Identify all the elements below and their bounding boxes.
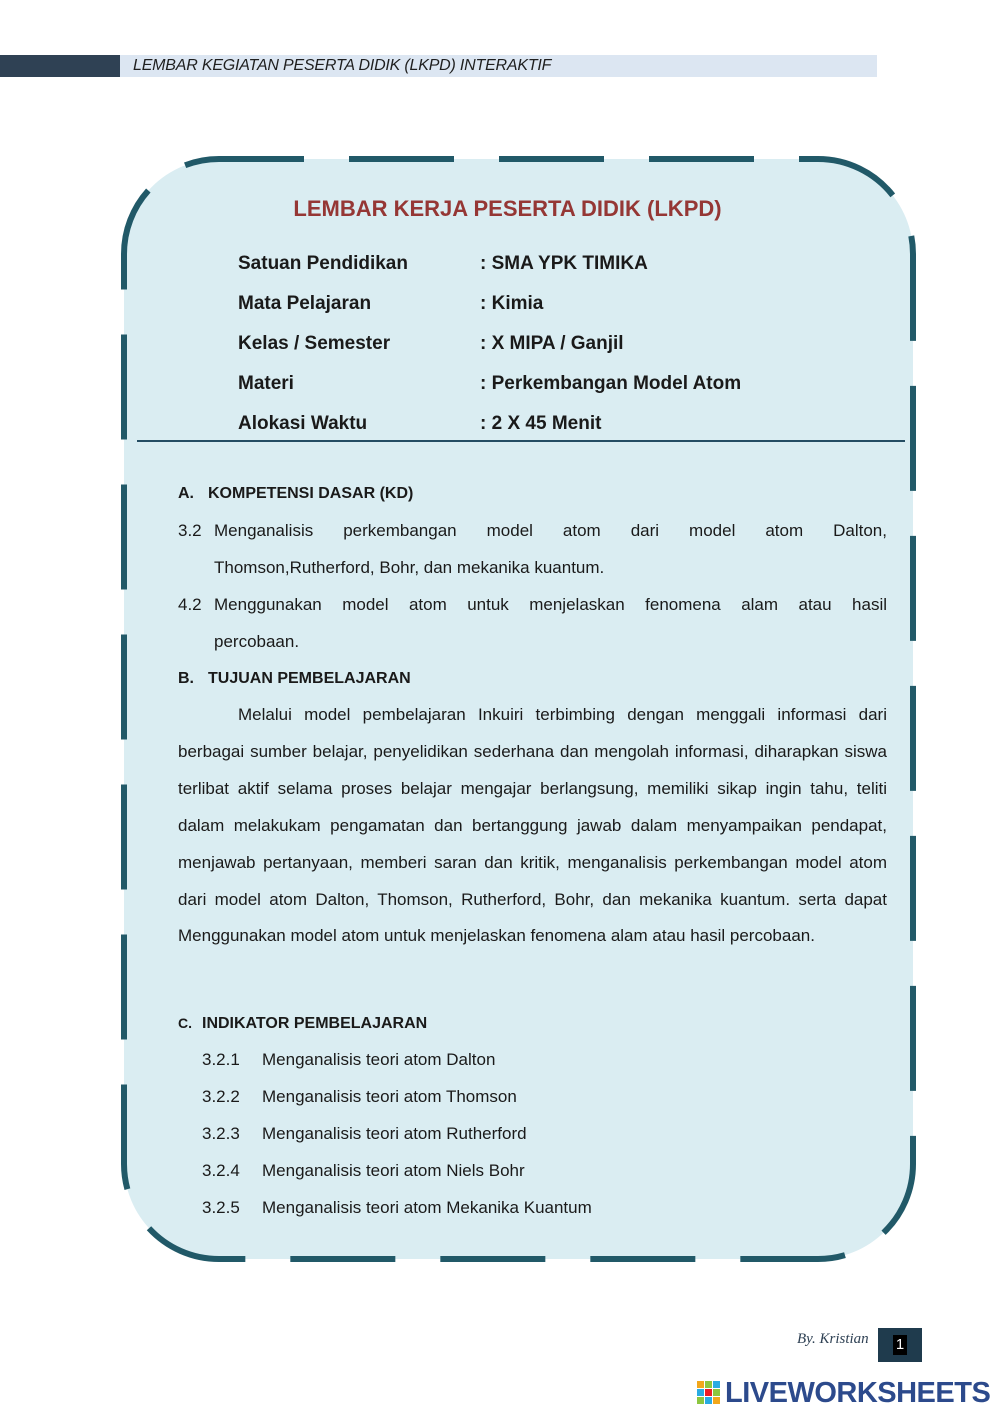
kd-text-line2: Thomson,Rutherford, Bohr, dan mekanika kuantum.: [214, 558, 605, 577]
indicator-number: 3.2.1: [202, 1050, 240, 1069]
indicator-number: 3.2.5: [202, 1198, 240, 1217]
section-c-heading: [178, 1015, 427, 1033]
kd-item: [178, 512, 887, 586]
section-letter: A.: [178, 485, 194, 502]
objective-text: Melalui model pembelajaran Inkuiri terbimbing dengan menggali informasi dari berbagai sumber belajar, penyelidikan sederhana dan mengolah informasi, diharapkan siswa terlibat aktif selama proses belajar mengajar berlangsung, memiliki sikap ingin tahu, teliti dalam melakukam pengamatan dan bertanggung jawab dalam menyampaikan pendapat, menjawab pertanyaan, memberi saran dan kritik, menganalisis perkembangan model atom dari model atom Dalton, Thomson, Rutherford, Bohr, dan mekanika kuantum. serta dapat Menggunakan model atom untuk menjelaskan fenomena alam atau hasil percobaan.: [178, 705, 887, 946]
header-title: LEMBAR KEGIATAN PESERTA DIDIK (LKPD) INTERAKTIF: [133, 57, 552, 74]
section-a-heading: [178, 485, 413, 503]
identity-label: Materi: [238, 373, 294, 394]
section-title: TUJUAN PEMBELAJARAN: [208, 670, 411, 687]
indicator-item: [202, 1198, 592, 1218]
identity-value: : SMA YPK TIMIKA: [480, 253, 648, 274]
section-title: KOMPETENSI DASAR (KD): [208, 485, 414, 502]
indicator-item: [202, 1161, 525, 1181]
indicator-text: Menganalisis teori atom Dalton: [262, 1050, 496, 1069]
indicator-text: Menganalisis teori atom Rutherford: [262, 1124, 527, 1143]
indicator-number: 3.2.4: [202, 1161, 240, 1180]
section-b-heading: [178, 670, 411, 688]
kd-text-line2: percobaan.: [214, 632, 300, 651]
identity-value: : X MIPA / Ganjil: [480, 333, 624, 354]
objective-paragraph: [178, 697, 887, 955]
identity-value: : 2 X 45 Menit: [480, 413, 602, 434]
section-letter: B.: [178, 670, 194, 687]
identity-label: Alokasi Waktu: [238, 413, 368, 434]
identity-label: Satuan Pendidikan: [238, 253, 408, 274]
divider: [137, 440, 905, 442]
kd-text-line1: Menganalisis perkembangan model atom dari model atom Dalton,: [214, 521, 887, 540]
indicator-text: Menganalisis teori atom Niels Bohr: [262, 1161, 525, 1180]
identity-value: : Perkembangan Model Atom: [480, 373, 742, 394]
indicator-item: [202, 1124, 527, 1144]
kd-number: 3.2: [178, 521, 202, 540]
indicator-text: Menganalisis teori atom Mekanika Kuantum: [262, 1198, 592, 1217]
section-title: INDIKATOR PEMBELAJARAN: [202, 1015, 428, 1032]
kd-item: [178, 586, 887, 660]
brand-name: LIVEWORKSHEETS: [725, 1377, 991, 1409]
kd-text-line1: Menggunakan model atom untuk menjelaskan fenomena alam atau hasil: [214, 595, 887, 614]
indicator-number: 3.2.2: [202, 1087, 240, 1106]
worksheet-title: LEMBAR KERJA PESERTA DIDIK (LKPD): [293, 196, 722, 221]
section-letter: C.: [178, 1015, 192, 1031]
indicator-item: [202, 1087, 517, 1107]
indicator-number: 3.2.3: [202, 1124, 240, 1143]
indicator-text: Menganalisis teori atom Thomson: [262, 1087, 517, 1106]
page-number: 1: [893, 1335, 907, 1355]
identity-label: Mata Pelajaran: [238, 293, 372, 314]
indicator-item: [202, 1050, 495, 1070]
identity-value: : Kimia: [480, 293, 544, 314]
author-byline: By. Kristian: [797, 1331, 869, 1347]
liveworksheets-logo-icon: [697, 1381, 721, 1405]
kd-number: 4.2: [178, 595, 202, 614]
identity-label: Kelas / Semester: [238, 333, 391, 354]
